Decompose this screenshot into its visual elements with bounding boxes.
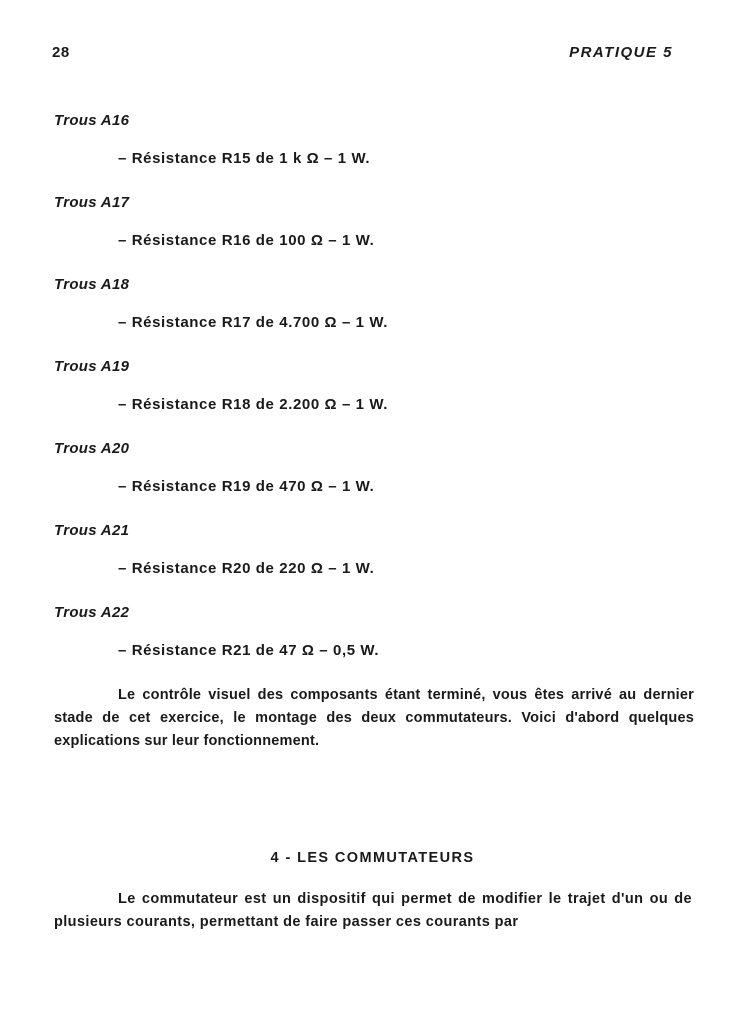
entry-item: – Résistance R17 de 4.700 Ω – 1 W. [118, 314, 389, 331]
list-item [0, 522, 745, 604]
list-item [0, 358, 745, 440]
entry-heading: Trous A21 [54, 522, 130, 539]
page-number: 28 [52, 44, 70, 61]
list-item [0, 194, 745, 276]
body-paragraph [54, 684, 694, 753]
list-item [0, 604, 745, 686]
body-paragraph [54, 888, 692, 934]
entry-item: – Résistance R18 de 2.200 Ω – 1 W. [118, 396, 389, 413]
list-item [0, 276, 745, 358]
entry-heading: Trous A19 [54, 358, 130, 375]
list-item [0, 112, 745, 194]
paragraph-text: Le contrôle visuel des composants étant terminé, vous êtes arrivé au dernier stade de cet exercice, le montage des deux commutateurs. Voici d'abord quelques explications sur leur fonctionnement. [54, 687, 694, 749]
paragraph-text: Le commutateur est un dispositif qui permet de modifier le trajet d'un ou de plusieurs courants, permettant de faire passer ces courants par [54, 891, 692, 930]
list-item [0, 440, 745, 522]
entry-heading: Trous A22 [54, 604, 130, 621]
entry-item: – Résistance R20 de 220 Ω – 1 W. [118, 560, 375, 577]
entry-heading: Trous A16 [54, 112, 130, 129]
entry-item: – Résistance R19 de 470 Ω – 1 W. [118, 478, 375, 495]
section-title: 4 - LES COMMUTATEURS [270, 850, 475, 866]
entry-item: – Résistance R15 de 1 k Ω – 1 W. [118, 150, 371, 167]
entry-item: – Résistance R16 de 100 Ω – 1 W. [118, 232, 375, 249]
entry-heading: Trous A20 [54, 440, 130, 457]
entry-heading: Trous A18 [54, 276, 130, 293]
running-head: PRATIQUE 5 [569, 44, 673, 61]
resistor-list [0, 112, 745, 686]
entry-item: – Résistance R21 de 47 Ω – 0,5 W. [118, 642, 380, 659]
entry-heading: Trous A17 [54, 194, 130, 211]
